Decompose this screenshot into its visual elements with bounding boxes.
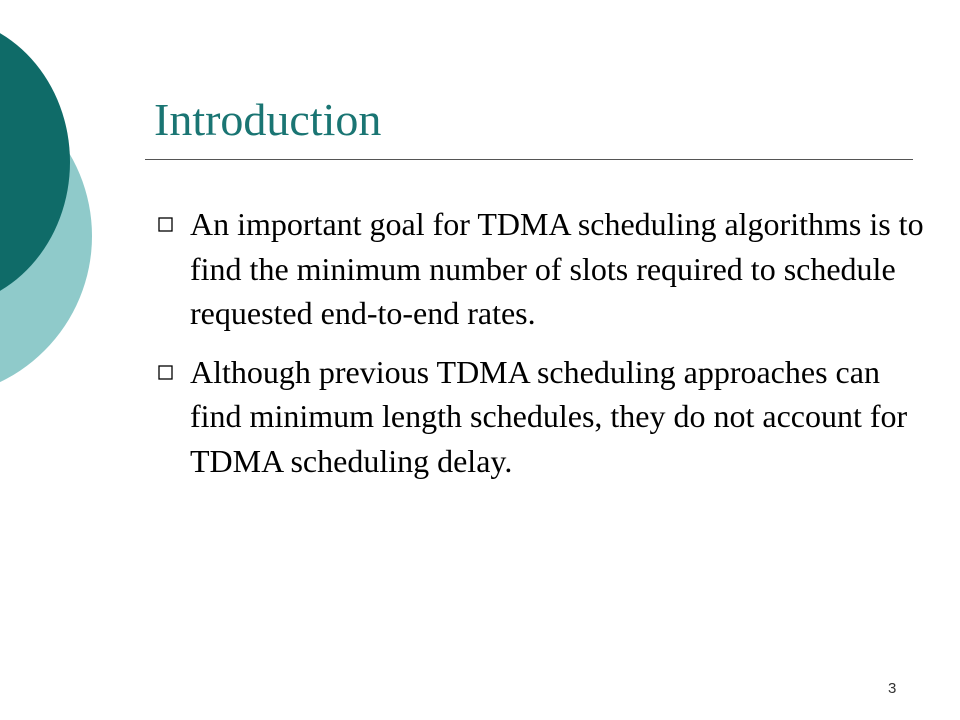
bullet-item <box>156 202 926 336</box>
bullet-text: An important goal for TDMA scheduling algorithms is to find the minimum number of slots required to schedule requested end-to-end rates. <box>190 206 924 331</box>
bullet-text: Although previous TDMA scheduling approaches can find minimum length schedules, they do not account for TDMA scheduling delay. <box>190 353 908 479</box>
slide-title: Introduction <box>154 94 382 145</box>
hollow-square-bullet-icon <box>158 365 173 380</box>
decorative-teal-circles <box>0 0 120 400</box>
page-number: 3 <box>888 680 897 697</box>
bullet-list <box>156 202 926 497</box>
hollow-square-bullet-icon <box>158 217 173 232</box>
title-divider <box>145 159 913 160</box>
bullet-item <box>156 350 926 484</box>
